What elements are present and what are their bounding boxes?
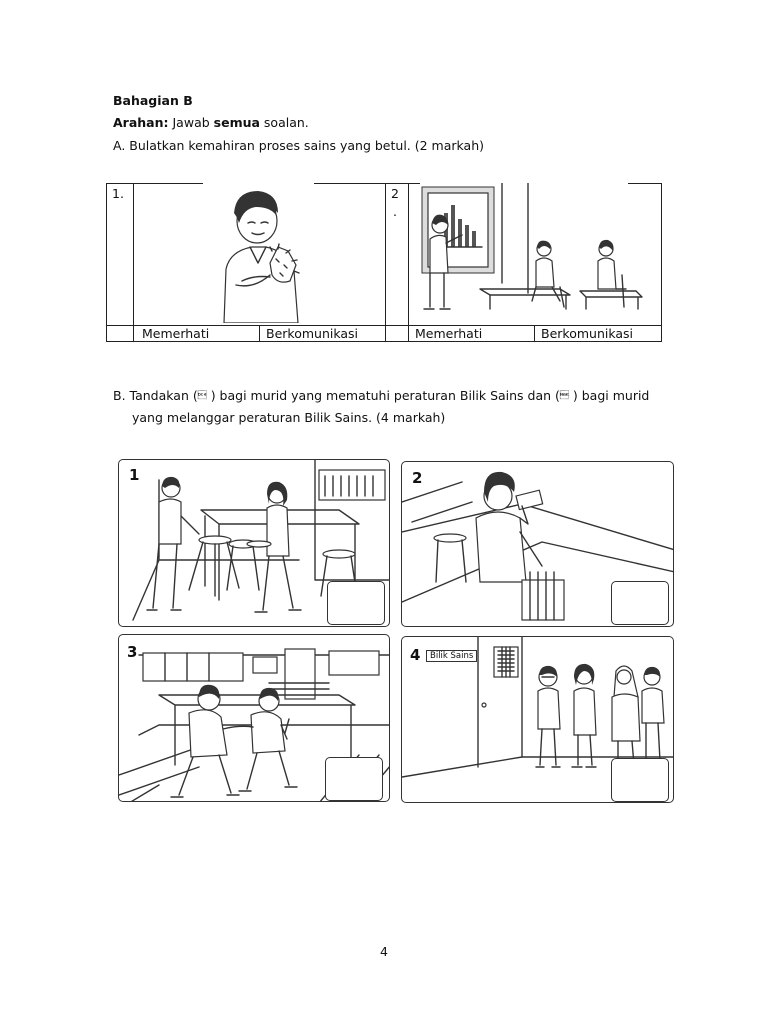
- part-b-instruction-line-1: B. Tandakan ( ) bagi murid yang mematuhi peraturan Bilik Sains dan ( ) bagi murid: [113, 388, 650, 403]
- scene-panel-4: [401, 636, 674, 803]
- tick-symbol: : [197, 391, 207, 401]
- item-1-number: 1.: [112, 186, 124, 201]
- scene-panel-1: [118, 459, 390, 627]
- item-1-option-memerhati[interactable]: Memerhati: [142, 326, 210, 341]
- part-a-table: [106, 183, 662, 342]
- item-2-number-suffix: .: [393, 204, 397, 219]
- item-1-option-berkomunikasi[interactable]: Berkomunikasi: [266, 326, 359, 341]
- cross-symbol: : [559, 391, 569, 401]
- scene-panel-2: [401, 461, 674, 627]
- panel-1-answer-box[interactable]: [327, 581, 385, 625]
- panel-3-number: 3: [127, 643, 138, 661]
- page-number: 4: [380, 944, 388, 959]
- panel-3-answer-box[interactable]: [325, 757, 383, 801]
- number-cell-1: [106, 183, 134, 342]
- item-2-option-memerhati[interactable]: Memerhati: [415, 326, 483, 341]
- number-cell-2: [385, 183, 409, 342]
- part-b-instruction-line-2: yang melanggar peraturan Bilik Sains. (4 markah): [132, 410, 446, 425]
- panel-2-answer-box[interactable]: [611, 581, 669, 625]
- scene-panel-3: [118, 634, 390, 802]
- panel-2-number: 2: [412, 469, 423, 487]
- boy-observing-durian-illustration: [206, 185, 316, 323]
- section-title: Bahagian B: [113, 93, 193, 108]
- panel-1-number: 1: [129, 466, 140, 484]
- panel-4-answer-box[interactable]: [611, 758, 669, 802]
- bilik-sains-sign: Bilik Sains: [426, 650, 477, 662]
- part-a-question: A. Bulatkan kemahiran proses sains yang betul. (2 markah): [113, 138, 484, 153]
- teacher-presenting-chart-illustration: [410, 183, 660, 323]
- item-2-option-berkomunikasi[interactable]: Berkomunikasi: [541, 326, 634, 341]
- panel-4-number: 4: [410, 646, 421, 664]
- item-2-number: 2: [391, 186, 399, 201]
- instruction-line: Arahan: Jawab semua soalan.: [113, 115, 309, 130]
